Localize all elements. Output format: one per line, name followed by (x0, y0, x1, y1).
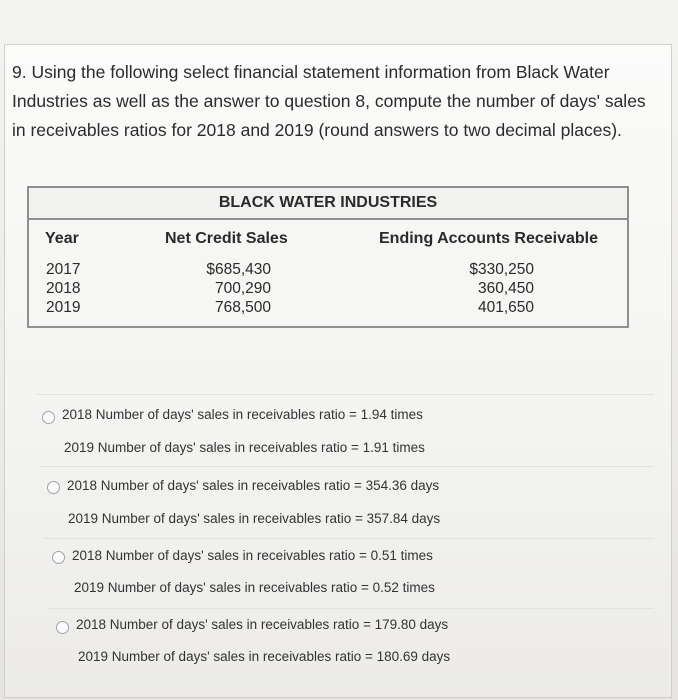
cell-net-credit-sales: $685,430 (206, 261, 271, 278)
cell-year: 2018 (46, 280, 81, 297)
cell-year: 2017 (46, 261, 81, 278)
cell-ending-ar: $330,250 (469, 261, 534, 278)
option-line-2018: 2018 Number of days' sales in receivables ratio = 179.80 days (76, 617, 449, 632)
cell-year: 2019 (46, 299, 81, 316)
option-line-2019: 2019 Number of days' sales in receivables ratio = 357.84 days (68, 511, 441, 526)
option-line-2018: 2018 Number of days' sales in receivables ratio = 354.36 days (67, 478, 440, 493)
answer-option-2[interactable] (40, 466, 654, 539)
cell-net-credit-sales: 700,290 (214, 280, 271, 297)
column-year (46, 260, 80, 317)
column-ending-accounts-receivable (439, 260, 534, 317)
radio-button[interactable] (47, 481, 60, 494)
header-ending-accounts-receivable: Ending Accounts Receivable (379, 230, 599, 247)
table-title: BLACK WATER INDUSTRIES (29, 188, 627, 220)
option-line-2019: 2019 Number of days' sales in receivables ratio = 1.91 times (64, 440, 425, 455)
answer-option-3[interactable] (44, 538, 654, 609)
radio-button[interactable] (56, 621, 69, 634)
option-line-2018: 2018 Number of days' sales in receivables ratio = 0.51 times (72, 548, 433, 563)
answer-option-4[interactable] (48, 608, 654, 679)
radio-button[interactable] (52, 551, 65, 564)
option-line-2019: 2019 Number of days' sales in receivables ratio = 0.52 times (74, 580, 435, 595)
option-line-2018: 2018 Number of days' sales in receivables ratio = 1.94 times (62, 407, 423, 422)
cell-ending-ar: 360,450 (477, 280, 534, 297)
question-text: 9. Using the following select financial statement information from Black Water Industries as well as the answer to question 8, compute the number of days' sales in receivables ratios for 2018 and 2019 (round answers to two decimal places). (12, 62, 646, 140)
radio-button[interactable] (42, 411, 55, 424)
cell-net-credit-sales: 768,500 (214, 299, 271, 316)
column-net-credit-sales (179, 260, 271, 317)
answer-option-1[interactable] (36, 394, 654, 467)
header-year: Year (45, 230, 79, 247)
cell-ending-ar: 401,650 (477, 299, 534, 316)
financial-table (27, 186, 629, 328)
header-net-credit-sales: Net Credit Sales (165, 230, 288, 247)
option-line-2019: 2019 Number of days' sales in receivables ratio = 180.69 days (78, 649, 451, 664)
